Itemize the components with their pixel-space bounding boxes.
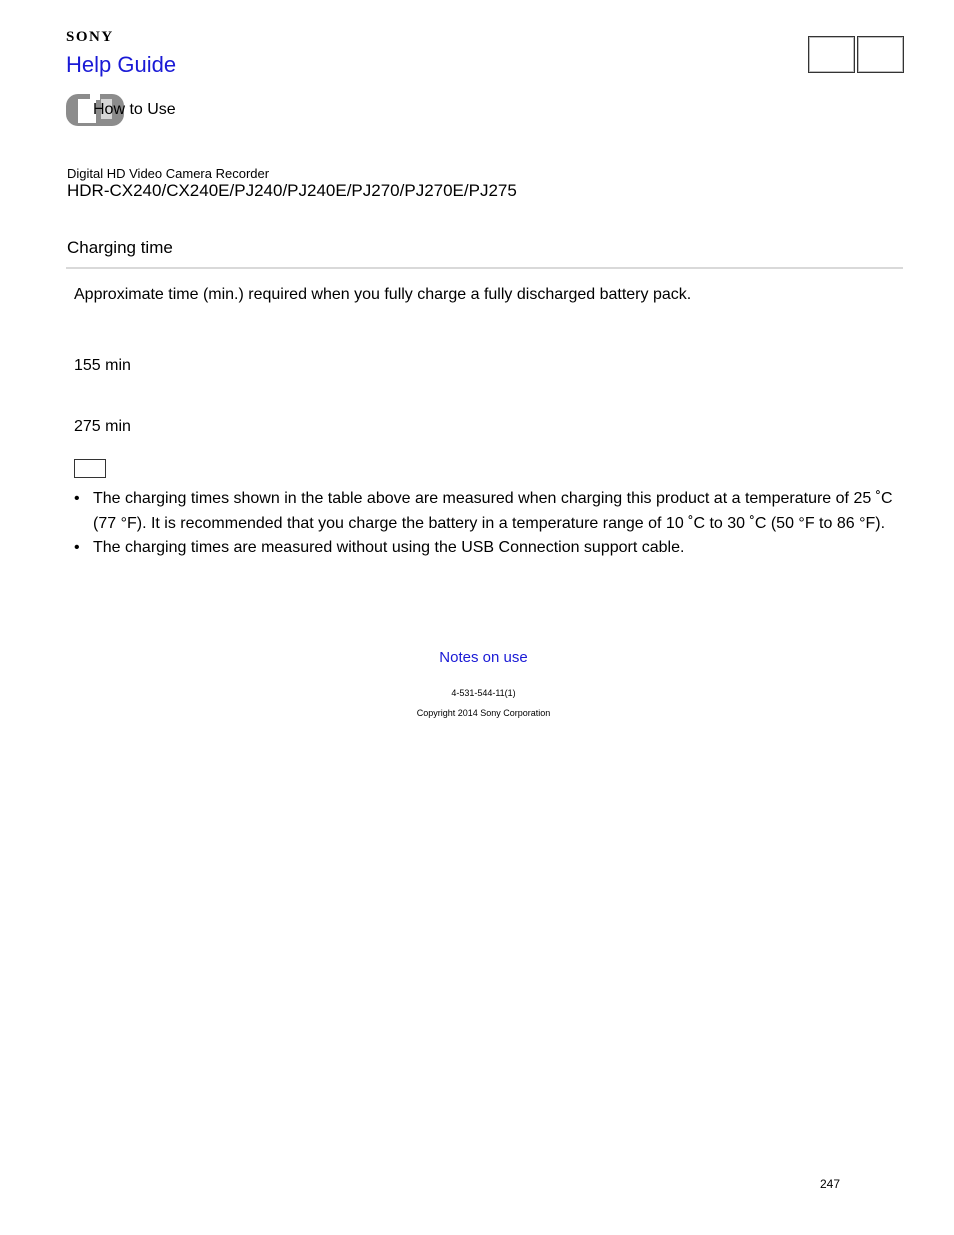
title-divider	[66, 267, 903, 269]
page-number: 247	[820, 1177, 841, 1191]
bullet: •	[74, 490, 80, 507]
sony-logo: SONY	[66, 29, 114, 45]
notes-on-use-link[interactable]: Notes on use	[439, 649, 528, 666]
help-guide-link[interactable]: Help Guide	[66, 52, 177, 77]
note-marker	[74, 459, 106, 478]
notes-list	[74, 487, 893, 561]
next-page-button[interactable]	[857, 36, 904, 73]
page-navigation	[808, 36, 904, 73]
copyright: Copyright 2014 Sony Corporation	[416, 708, 551, 718]
list-item	[74, 487, 893, 536]
note-text: The charging times are measured without using the USB Connection support cable.	[93, 539, 685, 556]
page-title: Charging time	[67, 238, 173, 257]
product-type: Digital HD Video Camera Recorder	[67, 166, 270, 181]
previous-page-button[interactable]	[808, 36, 855, 73]
intro-text: Approximate time (min.) required when you fully charge a fully discharged battery pack.	[74, 286, 692, 303]
list-item	[74, 536, 893, 561]
charging-time-value: 155 min	[74, 357, 131, 374]
bullet: •	[74, 539, 80, 556]
charging-time-value: 275 min	[74, 418, 131, 435]
model-number: HDR-CX240/CX240E/PJ240/PJ240E/PJ270/PJ270E/PJ275	[67, 181, 517, 200]
note-text: The charging times shown in the table above are measured when charging this product at a temperature of 25 ˚C (77 °F). It is recommended that you charge the battery in a temperature range of 10 ˚C to 30 ˚C (50 °F to 86 °F).	[93, 490, 893, 532]
document-number: 4-531-544-11(1)	[451, 688, 516, 698]
category-label: How to Use	[93, 101, 176, 118]
